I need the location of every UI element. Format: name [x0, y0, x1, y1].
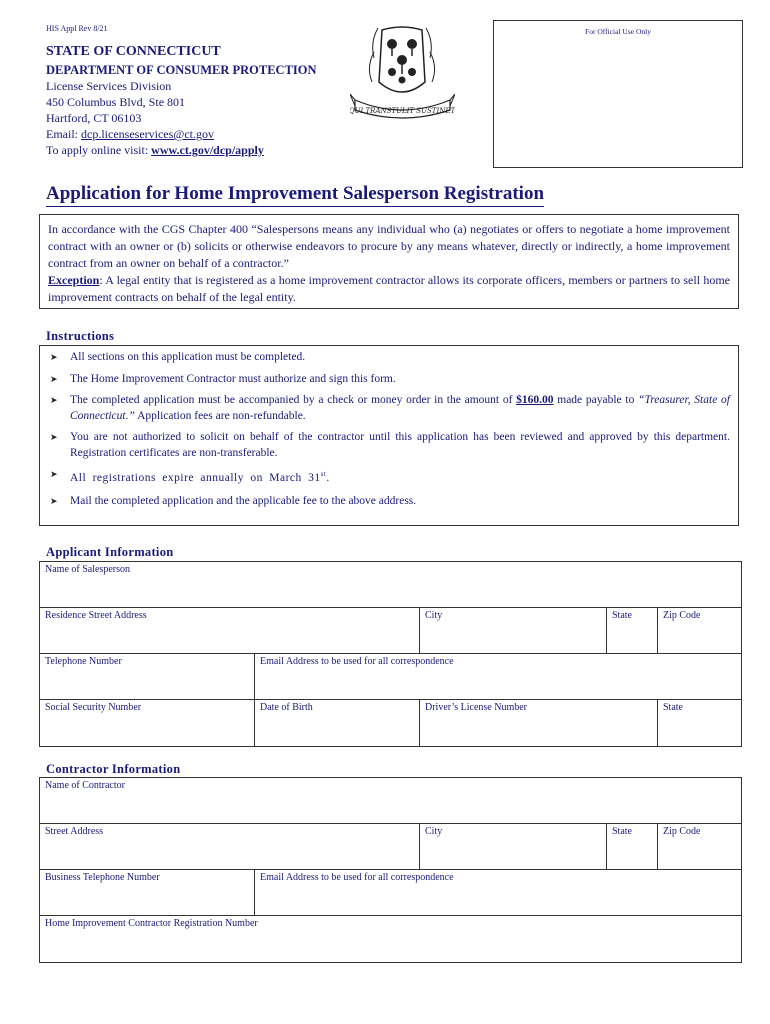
contractor-state-field[interactable] [607, 824, 658, 870]
contractor-heading: Contractor Information [46, 762, 181, 776]
intro-text: In accordance with the CGS Chapter 400 “Salespersons means any individual who (a) negotiates or offers to negotiate a home improvement contract with an owner or (b) solicits or otherwise endeavors to procure by any means whatever, directly or indirectly, a home improvement contract from an owner on behalf of a contractor.” [48, 222, 730, 270]
instruction-text: . [326, 471, 330, 484]
list-item [48, 372, 730, 388]
contractor-name-field[interactable] [40, 778, 742, 824]
drivers-license-field[interactable] [420, 700, 658, 747]
instruction-text: Application fees are non-refundable. [134, 409, 306, 422]
field-label: Business Telephone Number [45, 872, 160, 883]
instruction-text: The Home Improvement Contractor must authorize and sign this form. [70, 372, 396, 385]
department-name: DEPARTMENT OF CONSUMER PROTECTION [46, 63, 317, 77]
instruction-text: The completed application must be accompanied by a check or money order in the amount of [70, 394, 517, 406]
field-label: Email Address to be used for all correspondence [260, 872, 454, 883]
bullet-arrow-icon: ➤ [50, 432, 58, 442]
fee-amount: $160.00 [516, 394, 554, 406]
contractor-email-field[interactable] [255, 870, 742, 916]
email-label: Email: [46, 127, 81, 141]
exception-label: Exception [48, 273, 100, 287]
applicant-state-field[interactable] [607, 608, 658, 654]
svg-text:QUI TRANSTULIT SUSTINET: QUI TRANSTULIT SUSTINET [350, 107, 455, 115]
official-use-box [493, 20, 743, 168]
list-item [48, 393, 730, 424]
apply-label: To apply online visit: [46, 143, 152, 157]
email-link[interactable]: dcp.licenseservices@ct.gov [81, 127, 215, 141]
registration-number-field[interactable] [40, 916, 742, 963]
city-address: Hartford, CT 06103 [46, 111, 142, 125]
email-line [46, 127, 214, 142]
contractor-city-field[interactable] [420, 824, 607, 870]
applicant-zip-field[interactable] [658, 608, 742, 654]
bullet-arrow-icon: ➤ [50, 352, 58, 362]
dob-field[interactable] [255, 700, 420, 747]
field-label: Driver’s License Number [425, 702, 528, 713]
bullet-arrow-icon: ➤ [50, 469, 59, 479]
field-label: Name of Contractor [45, 780, 125, 791]
field-label: State [663, 702, 683, 713]
field-label: Residence Street Address [45, 610, 147, 621]
payee-name: “Treasurer, State of Connecticut.” [70, 394, 730, 422]
bullet-arrow-icon: ➤ [50, 395, 58, 405]
instructions-box [39, 345, 739, 526]
list-item [48, 494, 730, 510]
license-state-field[interactable] [658, 700, 742, 747]
instruction-text: You are not authorized to solicit on behalf of the contractor until this application has been reviewed and approved by this department. Registration certificates are non-transferable. [70, 431, 730, 459]
apply-line [46, 143, 264, 158]
field-label: Telephone Number [45, 656, 122, 667]
field-label: Date of Birth [260, 702, 313, 713]
contractor-zip-field[interactable] [658, 824, 742, 870]
instructions-heading: Instructions [46, 329, 115, 343]
list-item [48, 467, 730, 486]
state-name: STATE OF CONNECTICUT [46, 44, 221, 59]
division-name: License Services Division [46, 79, 172, 93]
field-label: Zip Code [663, 826, 701, 837]
revision-label: HIS Appl Rev 8/21 [46, 24, 108, 33]
contractor-form [39, 777, 742, 963]
applicant-email-field[interactable] [255, 654, 742, 700]
apply-link[interactable]: www.ct.gov/dcp/apply [151, 143, 264, 157]
field-label: City [425, 826, 443, 837]
applicant-city-field[interactable] [420, 608, 607, 654]
residence-street-field[interactable] [40, 608, 420, 654]
intro-box [39, 214, 739, 309]
ssn-field[interactable] [40, 700, 255, 747]
instruction-text: Mail the completed application and the applicable fee to the above address. [70, 495, 417, 508]
instruction-text: made payable to [553, 394, 639, 406]
exception-paragraph [48, 272, 730, 306]
business-phone-field[interactable] [40, 870, 255, 916]
applicant-form [39, 561, 742, 747]
field-label: State [612, 610, 632, 621]
state-seal-icon [350, 22, 455, 127]
ordinal-suffix: st [320, 470, 327, 478]
list-item [48, 430, 730, 461]
field-label: Social Security Number [45, 702, 142, 713]
list-item [48, 350, 730, 366]
field-label: City [425, 610, 443, 621]
salesperson-name-field[interactable] [40, 562, 742, 608]
official-use-label: For Official Use Only [585, 27, 651, 36]
field-label: Zip Code [663, 610, 701, 621]
applicant-heading: Applicant Information [46, 545, 174, 559]
bullet-arrow-icon: ➤ [50, 373, 58, 384]
street-address: 450 Columbus Blvd, Ste 801 [46, 95, 186, 109]
field-label: Home Improvement Contractor Registration Number [45, 918, 258, 929]
field-label: Email Address to be used for all correspondence [260, 656, 454, 667]
field-label: State [612, 826, 632, 837]
instruction-text: All sections on this application must be completed. [70, 351, 306, 363]
bullet-arrow-icon: ➤ [50, 496, 58, 507]
field-label: Street Address [45, 826, 104, 837]
applicant-phone-field[interactable] [40, 654, 255, 700]
field-label: Name of Salesperson [45, 564, 130, 575]
page-title: Application for Home Improvement Salesperson Registration [46, 183, 544, 207]
exception-text: : A legal entity that is registered as a home improvement contractor allows its corporate officers, members or partners to sell home improvement contracts on behalf of the legal entity. [48, 273, 730, 304]
instruction-text: All registrations expire annually on March 31 [70, 471, 321, 484]
contractor-street-field[interactable] [40, 824, 420, 870]
